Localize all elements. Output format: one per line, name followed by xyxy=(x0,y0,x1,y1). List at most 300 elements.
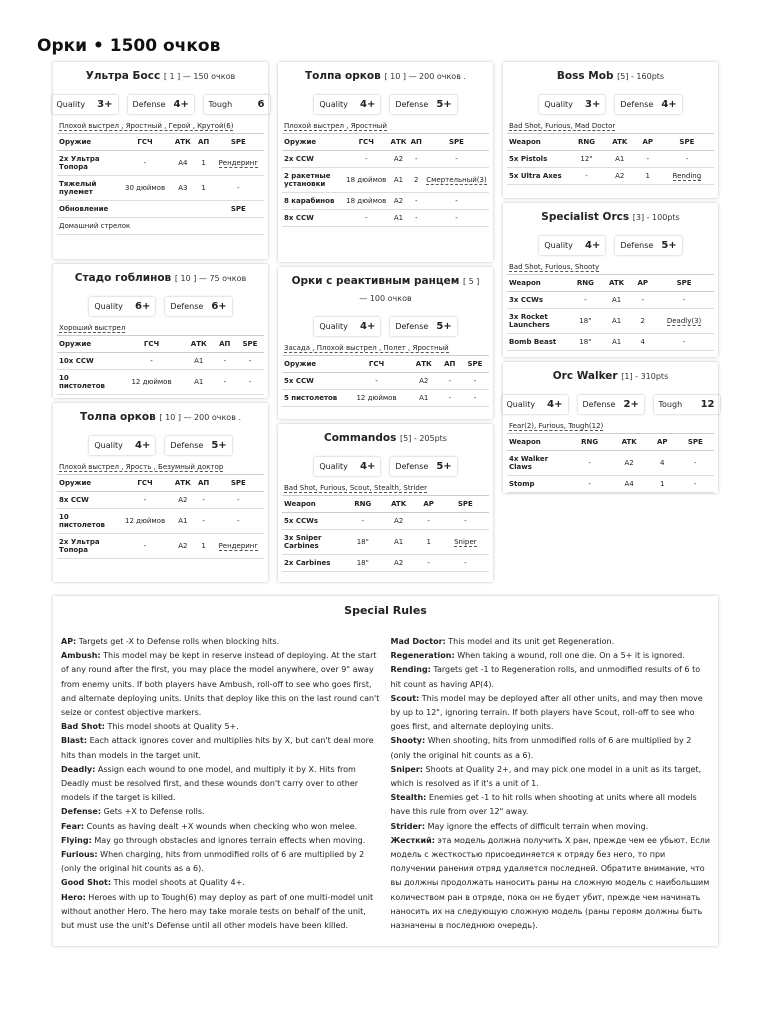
column-header: SPE xyxy=(677,434,714,451)
cell-text: Рендеринг xyxy=(218,541,259,550)
table-cell xyxy=(282,512,344,529)
cell-text: A1 xyxy=(419,393,429,402)
upgrade-header xyxy=(57,200,264,217)
unit-title xyxy=(282,424,489,451)
cell-text: Stomp xyxy=(509,479,535,488)
rules-text: Плохой выстрел , Яростный xyxy=(284,121,387,130)
column-header: Weapon xyxy=(507,275,569,292)
cell-text: 8 карабинов xyxy=(284,196,335,205)
table-row xyxy=(507,291,714,308)
stat-box xyxy=(89,436,155,455)
rule-text: When charging, hits from unmodified rolls of 6 are multiplied by 2 (only the original hit counts as a 6). xyxy=(61,850,365,874)
cell-text: - xyxy=(584,295,587,304)
rule-entry xyxy=(61,820,381,834)
cell-text: A2 xyxy=(178,541,188,550)
unit-rules xyxy=(57,461,264,475)
column-header: SPE xyxy=(461,356,489,373)
table-cell xyxy=(660,167,714,184)
rules-text: Bad Shot, Furious, Shooty xyxy=(509,262,600,271)
table-cell xyxy=(416,529,442,554)
table-cell xyxy=(282,209,344,226)
table-cell xyxy=(388,167,408,192)
cell-text: A2 xyxy=(624,458,634,467)
table-row xyxy=(282,167,489,192)
unit-card xyxy=(278,424,493,582)
table-cell xyxy=(631,333,654,350)
rule-text: May go through obstacles and ignores terrain effects when moving. xyxy=(91,835,366,845)
cell-text: - xyxy=(143,495,147,504)
table-cell xyxy=(344,167,388,192)
cell-text: 10x CCW xyxy=(59,356,94,365)
unit-title xyxy=(57,62,264,89)
cell-text: 10 пистолетов xyxy=(59,373,105,390)
cell-text: - xyxy=(361,516,365,525)
special-rules-panel xyxy=(53,596,718,946)
table-cell xyxy=(610,475,648,492)
table-header xyxy=(57,336,264,353)
cell-text: 2x Ультра Топора xyxy=(59,537,100,554)
column-header: SPE xyxy=(213,134,264,151)
rule-entry xyxy=(61,805,381,819)
table-cell xyxy=(57,175,119,200)
table-cell xyxy=(424,209,489,226)
cell-text: 2x Carbines xyxy=(284,558,331,567)
cell-text: A4 xyxy=(178,158,188,167)
cell-text: A1 xyxy=(194,377,204,386)
table-cell xyxy=(507,291,569,308)
cell-text: - xyxy=(143,158,147,167)
table-cell xyxy=(677,450,714,475)
special-rules-title: Special Rules xyxy=(344,604,427,617)
cell-text: 12 дюймов xyxy=(124,516,166,525)
unit-rules xyxy=(282,342,489,356)
table-cell xyxy=(507,167,569,184)
stat-value: 4+ xyxy=(173,98,189,110)
cell-text: - xyxy=(448,393,451,402)
stat-value: 5+ xyxy=(211,439,227,451)
column-header: АТК xyxy=(388,134,408,151)
unit-rules xyxy=(507,261,714,275)
cell-text: - xyxy=(464,558,467,567)
table-cell xyxy=(507,450,569,475)
cell-text: 2 xyxy=(414,175,419,184)
column-header: AP xyxy=(648,434,677,451)
rule-text: This model may be deployed after all other units, and may then move by up to 12", ignoring terrain. If both players have Scout, roll-off to see who goes first, and alternate deploying units. xyxy=(390,693,703,732)
column-header: RNG xyxy=(569,134,604,151)
table-row xyxy=(282,529,489,554)
column-header: AP xyxy=(416,496,442,513)
cell-text: 5x Pistols xyxy=(509,154,548,163)
stat-row xyxy=(507,236,714,255)
unit-title xyxy=(282,267,489,311)
unit-name: Commandos xyxy=(324,432,397,444)
cell-text: - xyxy=(237,495,240,504)
table-cell xyxy=(57,150,119,175)
table-cell xyxy=(507,150,569,167)
table-cell xyxy=(409,389,438,406)
cell-text: - xyxy=(694,458,697,467)
table-row xyxy=(57,352,264,369)
table-cell xyxy=(195,508,213,533)
cell-text: - xyxy=(455,213,458,222)
rules-text: Bad Shot, Furious, Mad Doctor xyxy=(509,121,616,130)
weapon-table xyxy=(57,134,264,235)
stat-value: 4+ xyxy=(134,439,151,451)
unit-name: Ультра Босс xyxy=(85,70,161,82)
rule-entry xyxy=(61,720,381,734)
rule-entry xyxy=(391,649,711,663)
table-cell xyxy=(57,352,119,369)
stat-box xyxy=(52,95,118,114)
table-header xyxy=(57,134,264,151)
rule-name: AP: xyxy=(61,637,77,646)
column-header: АТК xyxy=(171,134,195,151)
stat-value: 12 xyxy=(700,398,715,410)
rules-text: Fear(2), Furious, Tough(12) xyxy=(509,421,604,430)
table-cell xyxy=(236,352,264,369)
cell-text: 5x CCW xyxy=(284,376,314,385)
table-cell xyxy=(382,554,416,571)
rules-text: Плохой выстрел , Ярость , Безумный доктор xyxy=(59,462,224,471)
table-cell xyxy=(195,150,213,175)
table-cell xyxy=(604,150,636,167)
rules-text: Плохой выстрел , Яростный , Герой , Крутой(6) xyxy=(59,121,234,130)
rule-entry xyxy=(61,763,381,806)
cell-text: - xyxy=(427,558,430,567)
table-cell xyxy=(119,369,184,394)
table-cell xyxy=(282,554,344,571)
rule-entry xyxy=(391,834,711,933)
cell-text: - xyxy=(248,356,252,365)
upgrade-row xyxy=(57,217,264,234)
cell-text: - xyxy=(448,376,451,385)
rule-entry xyxy=(61,891,381,934)
table-cell xyxy=(409,167,424,192)
rule-text: Enemies get -1 to hit rolls when shooting at units where all models have this rule from over 12" away. xyxy=(390,793,697,817)
table-cell xyxy=(660,150,714,167)
rule-text: When taking a wound, roll one die. On a 5+ it is ignored. xyxy=(454,651,685,661)
column-header: ATK xyxy=(610,434,648,451)
table-cell xyxy=(654,308,714,333)
stat-box xyxy=(390,317,456,336)
cell-text: - xyxy=(223,356,226,365)
cell-text: Rending xyxy=(672,171,702,180)
rule-name: Stealth: xyxy=(390,793,427,803)
cell-text: A1 xyxy=(393,537,404,546)
stat-value: 3+ xyxy=(97,98,113,110)
table-cell xyxy=(409,209,424,226)
rule-name: Blast: xyxy=(61,736,88,746)
table-cell xyxy=(344,389,409,406)
weapon-table xyxy=(57,475,264,559)
column-header: AP xyxy=(631,275,654,292)
table-cell xyxy=(569,475,610,492)
cell-text: 1 xyxy=(645,171,650,180)
stat-box xyxy=(314,317,380,336)
table-cell xyxy=(569,167,604,184)
table-cell xyxy=(604,167,636,184)
table-cell xyxy=(57,533,119,558)
column-header: Оружие xyxy=(57,134,119,151)
table-row xyxy=(507,308,714,333)
table-cell xyxy=(442,554,489,571)
table-cell xyxy=(119,533,171,558)
rule-name: Defense: xyxy=(61,807,102,817)
rule-text: Counts as having dealt +X wounds when checking who won melee. xyxy=(84,821,358,831)
cell-text: - xyxy=(588,479,591,488)
cell-text: 8x CCW xyxy=(59,495,89,504)
unit-card xyxy=(503,62,718,198)
column-header: RNG xyxy=(569,434,610,451)
table-cell xyxy=(388,192,408,209)
stat-box xyxy=(204,95,270,114)
column-header: ГСЧ xyxy=(344,356,409,373)
cell-text: A2 xyxy=(615,171,625,180)
column-header: SPE xyxy=(213,475,264,492)
stat-value: 3+ xyxy=(584,98,601,110)
table-header xyxy=(507,134,714,151)
rule-name: Deadly: xyxy=(61,764,96,774)
stat-label: Defense xyxy=(170,301,204,311)
stat-label: Defense xyxy=(620,99,654,109)
table-cell xyxy=(344,554,382,571)
table-row xyxy=(282,554,489,571)
rule-entry xyxy=(61,635,381,649)
unit-points: [ 10 ] — 200 очков . xyxy=(384,72,466,81)
stat-value: 4+ xyxy=(359,98,376,110)
table-cell xyxy=(424,150,489,167)
cell-text: Sniper xyxy=(454,537,477,546)
table-row xyxy=(282,209,489,226)
weapon-table xyxy=(507,275,714,351)
column-header: RNG xyxy=(569,275,602,292)
stat-label: Quality xyxy=(544,240,573,250)
rule-name: Good Shot: xyxy=(61,878,112,888)
table-cell xyxy=(171,533,195,558)
cell-text: 30 дюймов xyxy=(124,183,166,192)
unit-points: [3] - 100pts xyxy=(632,213,680,222)
column-header: ATK xyxy=(602,275,632,292)
page-title: Орки • 1500 очков xyxy=(37,36,221,56)
table-row xyxy=(57,150,264,175)
rule-entry xyxy=(391,820,711,834)
unit-card xyxy=(503,203,718,357)
table-cell xyxy=(442,512,489,529)
weapon-table xyxy=(282,496,489,572)
column-header: SPE xyxy=(660,134,714,151)
cell-text: 1 xyxy=(201,158,206,167)
cell-text: A2 xyxy=(419,376,429,385)
weapon-table xyxy=(282,356,489,407)
unit-rules xyxy=(507,120,714,134)
cell-text: - xyxy=(646,154,649,163)
stat-box xyxy=(128,95,194,114)
rule-entry xyxy=(391,635,711,649)
table-row xyxy=(57,369,264,394)
rule-text: This model and its unit get Regeneration. xyxy=(445,637,615,646)
cell-text: 5 пистолетов xyxy=(284,393,338,402)
table-cell xyxy=(424,192,489,209)
column-header: ATK xyxy=(604,134,636,151)
table-cell xyxy=(610,450,648,475)
stat-label: Tough xyxy=(208,99,233,109)
table-cell xyxy=(438,372,461,389)
stat-label: Defense xyxy=(395,99,429,109)
stat-label: Defense xyxy=(620,240,654,250)
rule-text: May ignore the effects of difficult terrain when moving. xyxy=(425,821,649,831)
table-cell xyxy=(282,192,344,209)
column-header: Оружие xyxy=(57,475,119,492)
table-row xyxy=(282,512,489,529)
column-header: AP xyxy=(636,134,660,151)
table-header xyxy=(282,496,489,513)
table-cell xyxy=(119,352,184,369)
cell-text: A1 xyxy=(611,337,622,346)
stat-label: Defense xyxy=(395,321,429,331)
cell-text: Bomb Beast xyxy=(509,337,557,346)
table-cell xyxy=(438,389,461,406)
unit-rules xyxy=(57,322,264,336)
cell-text: - xyxy=(464,516,467,525)
table-row xyxy=(282,389,489,406)
table-row xyxy=(282,150,489,167)
rule-text: Each attack ignores cover and multiplies hits by X, but can't deal more hits than models in the target unit. xyxy=(61,736,374,760)
column-header: ГСЧ xyxy=(119,134,171,151)
column-header: RNG xyxy=(344,496,382,513)
stat-row xyxy=(57,436,264,455)
unit-points: [ 1 ] — 150 очков xyxy=(163,72,236,81)
table-row xyxy=(57,533,264,558)
table-cell xyxy=(602,291,632,308)
rule-name: Hero: xyxy=(61,892,86,902)
cell-text: A2 xyxy=(393,154,404,163)
unit-title xyxy=(57,264,264,291)
stat-box xyxy=(615,236,681,255)
stat-label: Quality xyxy=(319,321,348,331)
cell-text: - xyxy=(685,154,689,163)
unit-card xyxy=(53,264,268,398)
upgrade-item: Домашний стрелок xyxy=(57,217,264,234)
table-row xyxy=(507,167,714,184)
table-cell xyxy=(654,333,714,350)
cell-text: A1 xyxy=(393,213,404,222)
cell-text: 4 xyxy=(660,458,665,467)
column-header: SPE xyxy=(442,496,489,513)
unit-card xyxy=(278,62,493,262)
cell-text: 18 дюймов xyxy=(346,196,387,205)
table-cell xyxy=(442,529,489,554)
special-rules-right-column xyxy=(391,635,711,933)
cell-text: - xyxy=(237,516,240,525)
column-header: SPE xyxy=(654,275,714,292)
table-cell xyxy=(184,369,213,394)
table-header xyxy=(507,275,714,292)
cell-text: 2x Ультра Топора xyxy=(59,154,100,171)
table-row xyxy=(282,192,489,209)
cell-text: A1 xyxy=(611,295,622,304)
cell-text: - xyxy=(414,213,418,222)
cell-text: - xyxy=(248,377,252,386)
unit-title xyxy=(507,362,714,389)
stat-row xyxy=(507,95,714,114)
stat-label: Quality xyxy=(506,399,536,409)
rule-name: Ambush: xyxy=(61,651,101,661)
table-cell xyxy=(171,508,195,533)
table-row xyxy=(57,491,264,508)
table-cell xyxy=(119,508,171,533)
unit-points: [5] - 205pts xyxy=(400,434,447,443)
table-cell xyxy=(569,450,610,475)
table-cell xyxy=(344,209,388,226)
cell-text: Тяжелый пулемет xyxy=(59,179,97,196)
rule-text: This model shoots at Quality 5+. xyxy=(104,722,239,732)
cell-text: A2 xyxy=(178,495,188,504)
stat-label: Tough xyxy=(658,399,683,409)
rule-name: Sniper: xyxy=(390,764,423,774)
stat-value: 6 xyxy=(257,98,265,110)
table-cell xyxy=(282,150,344,167)
stat-row xyxy=(282,457,489,476)
special-rules-left-column xyxy=(61,635,381,933)
cell-text: 18" xyxy=(356,537,369,546)
weapon-table xyxy=(507,134,714,185)
unit-name: Орки с реактивным ранцем xyxy=(291,275,460,287)
stat-label: Quality xyxy=(56,99,86,109)
cell-text: - xyxy=(588,458,591,467)
table-cell xyxy=(424,167,489,192)
rule-entry xyxy=(391,763,711,791)
weapon-table xyxy=(507,434,714,493)
stat-value: 5+ xyxy=(436,460,452,472)
stat-box xyxy=(615,95,681,114)
cell-text: 3x Rocket Launchers xyxy=(509,312,550,329)
cell-text: - xyxy=(585,171,588,180)
stat-value: 4+ xyxy=(547,398,563,410)
rule-entry xyxy=(61,649,381,720)
cell-text: 8x CCW xyxy=(284,213,314,222)
table-cell xyxy=(409,192,424,209)
table-cell xyxy=(171,150,195,175)
cell-text: Смертельный(3) xyxy=(426,175,487,184)
stat-label: Defense xyxy=(132,99,166,109)
stat-label: Defense xyxy=(170,440,204,450)
unit-name: Orc Walker xyxy=(552,370,618,382)
rule-entry xyxy=(61,834,381,848)
cell-text: - xyxy=(143,541,147,550)
unit-title xyxy=(282,62,489,89)
table-cell xyxy=(569,333,602,350)
table-cell xyxy=(636,167,660,184)
table-cell xyxy=(213,369,236,394)
stat-box xyxy=(165,297,231,316)
table-cell xyxy=(282,372,344,389)
unit-name: Specialist Orcs xyxy=(541,211,630,223)
rule-entry xyxy=(391,734,711,762)
table-cell xyxy=(195,175,213,200)
stat-label: Quality xyxy=(94,440,123,450)
cell-text: A2 xyxy=(393,516,404,525)
column-header: SPE xyxy=(236,336,264,353)
stat-value: 4+ xyxy=(359,460,376,472)
cell-text: - xyxy=(682,295,686,304)
column-header: ATK xyxy=(382,496,416,513)
cell-text: - xyxy=(364,154,368,163)
stat-box xyxy=(165,436,231,455)
rule-text: эта модель должна получить X ран, прежде чем ее убьют. Если модель с жесткостью присоединяется к отряду без него, то при получении ранения отряд удаляется последней. Обратите внимание, что вы должны продолжать наносить раны на сложную модель с наибольшим количеством ран в отряде, пока он не будет убит, прежде чем начинать наносить их на следующую сложную модель (раны героям должны быть назначены в последнюю очередь). xyxy=(390,835,710,931)
column-header: АТК xyxy=(184,336,213,353)
stat-box xyxy=(578,395,644,414)
table-cell xyxy=(119,150,171,175)
